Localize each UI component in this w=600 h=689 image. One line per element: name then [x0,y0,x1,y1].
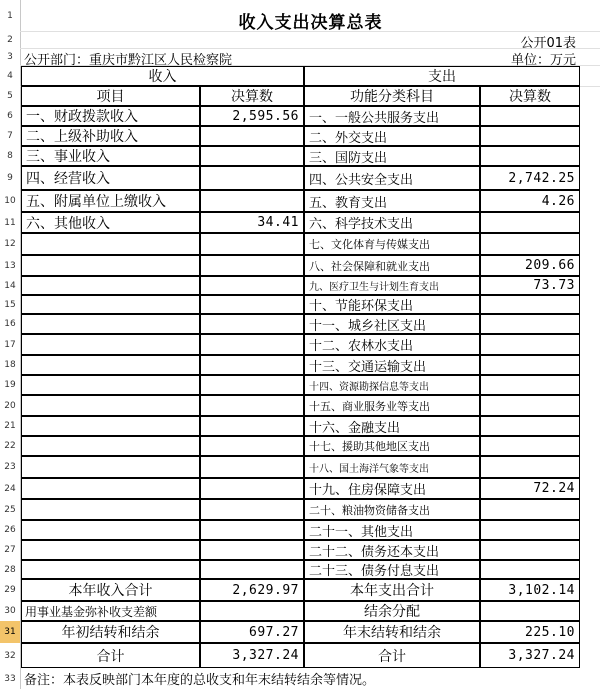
row-number[interactable]: 15 [0,295,20,314]
income-item-label[interactable] [21,456,200,478]
expense-item-label[interactable]: 一、一般公共服务支出 [304,106,480,126]
expense-item-label[interactable]: 十七、援助其他地区支出 [304,436,480,456]
expense-item-value[interactable] [480,295,580,314]
expense-item-label[interactable]: 十二、农林水支出 [304,334,480,355]
department-label: 公开部门：重庆市黔江区人民检察院 [24,53,233,67]
expense-item-value[interactable] [480,355,580,375]
fund-make-up-value[interactable] [200,601,304,621]
row-number[interactable]: 7 [0,126,20,146]
income-item-value[interactable] [200,314,304,334]
expense-item-label[interactable]: 六、科学技术支出 [304,212,480,233]
expense-item-label[interactable]: 十三、交通运输支出 [304,355,480,375]
expense-item-label[interactable]: 八、社会保障和就业支出 [304,255,480,276]
row-number[interactable]: 6 [0,106,20,126]
row-number[interactable]: 9 [0,166,20,190]
income-item-column-header[interactable]: 项目 [21,86,200,106]
row-number[interactable]: 17 [0,334,20,355]
expense-total-value[interactable]: 3,102.14 [480,579,580,601]
income-amount-column-header[interactable]: 决算数 [200,86,304,106]
row-number[interactable]: 24 [0,478,20,499]
income-item-label[interactable] [21,276,200,295]
expense-item-value[interactable]: 72.24 [480,478,580,499]
expense-item-value[interactable] [480,416,580,436]
expense-item-value[interactable] [480,540,580,560]
expense-item-label[interactable]: 十五、商业服务业等支出 [304,395,480,416]
income-item-label[interactable]: 三、事业收入 [21,146,200,166]
income-item-label[interactable] [21,355,200,375]
income-item-value[interactable] [200,456,304,478]
income-item-value[interactable] [200,334,304,355]
expense-item-value[interactable] [480,334,580,355]
expense-item-value[interactable] [480,314,580,334]
expense-item-label[interactable]: 十、节能环保支出 [304,295,480,314]
expense-item-label[interactable]: 四、公共安全支出 [304,166,480,190]
carry-out-label[interactable]: 年末结转和结余 [304,621,480,643]
income-item-label[interactable] [21,295,200,314]
carry-out-value[interactable]: 225.10 [480,621,580,643]
row-number[interactable]: 27 [0,540,20,560]
income-item-label[interactable]: 五、附属单位上缴收入 [21,190,200,212]
footnote: 备注：本表反映部门本年度的总收支和年末结转结余等情况。 [24,672,376,688]
expense-func-column-header[interactable]: 功能分类科目 [304,86,480,106]
expense-item-label[interactable]: 二十三、债务付息支出 [304,560,480,579]
income-item-value[interactable] [200,255,304,276]
income-item-value[interactable] [200,166,304,190]
row-number[interactable]: 20 [0,395,20,416]
expense-item-label[interactable]: 十四、资源勘探信息等支出 [304,375,480,395]
expense-section-header[interactable]: 支出 [304,66,580,86]
expense-item-label[interactable]: 十九、住房保障支出 [304,478,480,499]
row-number[interactable]: 2 [0,31,20,48]
row-number[interactable]: 21 [0,416,20,436]
expense-item-value[interactable]: 209.66 [480,255,580,276]
income-item-value[interactable] [200,355,304,375]
expense-item-value[interactable] [480,395,580,416]
row-number[interactable]: 12 [0,233,20,255]
income-item-value[interactable] [200,520,304,540]
carry-in-value[interactable]: 697.27 [200,621,304,643]
row-number[interactable]: 26 [0,520,20,540]
income-item-label[interactable] [21,520,200,540]
row-number[interactable]: 32 [0,643,20,668]
expense-item-label[interactable]: 二、外交支出 [304,126,480,146]
surplus-distribution-value[interactable] [480,601,580,621]
expense-item-value[interactable] [480,212,580,233]
income-item-label[interactable]: 二、上级补助收入 [21,126,200,146]
row-number[interactable]: 8 [0,146,20,166]
expense-item-value[interactable] [480,520,580,540]
expense-item-value[interactable] [480,233,580,255]
expense-item-value[interactable] [480,499,580,520]
expense-item-value[interactable] [480,146,580,166]
expense-item-label[interactable]: 二十、粮油物资储备支出 [304,499,480,520]
income-item-label[interactable]: 四、经营收入 [21,166,200,190]
row-number[interactable]: 3 [0,48,20,65]
income-item-value[interactable] [200,499,304,520]
expense-item-value[interactable] [480,560,580,579]
unit-label: 单位：万元 [510,53,576,67]
expense-item-label[interactable]: 五、教育支出 [304,190,480,212]
row-number[interactable]: 13 [0,255,20,276]
income-item-value[interactable] [200,416,304,436]
page-title: 收入支出决算总表 [238,12,383,32]
income-total-label[interactable]: 本年收入合计 [21,579,200,601]
row-number[interactable]: 4 [0,65,20,86]
expense-item-value[interactable] [480,375,580,395]
expense-item-value[interactable] [480,436,580,456]
surplus-distribution-label[interactable]: 结余分配 [304,601,480,621]
income-item-label[interactable] [21,416,200,436]
fund-make-up-label[interactable]: 用事业基金弥补收支差额 [21,601,200,621]
row-number[interactable]: 10 [0,190,20,212]
row-number[interactable]: 30 [0,601,20,621]
income-item-value[interactable] [200,146,304,166]
grand-total-left-value[interactable]: 3,327.24 [200,643,304,668]
expense-item-label[interactable]: 十六、金融支出 [304,416,480,436]
income-section-header[interactable]: 收入 [21,66,304,86]
income-item-label[interactable]: 六、其他收入 [21,212,200,233]
expense-item-value[interactable] [480,456,580,478]
income-item-label[interactable] [21,314,200,334]
income-item-label[interactable] [21,436,200,456]
row-number[interactable]: 5 [0,86,20,106]
row-number[interactable]: 18 [0,355,20,375]
row-number[interactable]: 33 [0,668,20,689]
row-number[interactable]: 16 [0,314,20,334]
expense-item-value[interactable]: 4.26 [480,190,580,212]
expense-item-label[interactable]: 十八、国土海洋气象等支出 [304,456,480,478]
income-total-value[interactable]: 2,629.97 [200,579,304,601]
carry-in-label[interactable]: 年初结转和结余 [21,621,200,643]
row-number[interactable]: 11 [0,212,20,233]
form-code: 公开01表 [520,36,576,50]
income-item-label[interactable] [21,255,200,276]
expense-item-value[interactable]: 73.73 [480,276,580,295]
row-number[interactable]: 31 [0,621,20,643]
income-item-value[interactable] [200,295,304,314]
expense-item-value[interactable]: 2,742.25 [480,166,580,190]
grand-total-right-label[interactable]: 合计 [304,643,480,668]
income-item-label[interactable] [21,540,200,560]
income-item-label[interactable] [21,499,200,520]
expense-item-value[interactable] [480,126,580,146]
income-item-value[interactable] [200,126,304,146]
income-item-value[interactable] [200,276,304,295]
income-item-label[interactable] [21,233,200,255]
expense-item-label[interactable]: 二十二、债务还本支出 [304,540,480,560]
expense-item-label[interactable]: 三、国防支出 [304,146,480,166]
income-item-label[interactable]: 一、财政拨款收入 [21,106,200,126]
expense-amount-column-header[interactable]: 决算数 [480,86,580,106]
income-item-value[interactable] [200,233,304,255]
row-number[interactable]: 22 [0,436,20,456]
income-item-value[interactable] [200,560,304,579]
income-item-value[interactable] [200,375,304,395]
income-item-value[interactable] [200,436,304,456]
income-item-value[interactable]: 34.41 [200,212,304,233]
income-item-value[interactable] [200,478,304,499]
income-item-label[interactable] [21,375,200,395]
grand-total-right-value[interactable]: 3,327.24 [480,643,580,668]
income-item-value[interactable] [200,395,304,416]
row-number[interactable]: 28 [0,560,20,579]
row-number[interactable]: 1 [0,0,20,31]
income-item-value[interactable]: 2,595.56 [200,106,304,126]
income-item-label[interactable] [21,560,200,579]
expense-item-label[interactable]: 二十一、其他支出 [304,520,480,540]
row-number[interactable]: 29 [0,579,20,601]
grand-total-left-label[interactable]: 合计 [21,643,200,668]
income-item-label[interactable] [21,478,200,499]
income-item-value[interactable] [200,190,304,212]
expense-item-label[interactable]: 九、医疗卫生与计划生育支出 [304,276,480,295]
row-number[interactable]: 23 [0,456,20,478]
expense-item-label[interactable]: 七、文化体育与传媒支出 [304,233,480,255]
income-item-label[interactable] [21,334,200,355]
row-number[interactable]: 19 [0,375,20,395]
row-number[interactable]: 14 [0,276,20,295]
expense-total-label[interactable]: 本年支出合计 [304,579,480,601]
row-number[interactable]: 25 [0,499,20,520]
expense-item-label[interactable]: 十一、城乡社区支出 [304,314,480,334]
income-item-value[interactable] [200,540,304,560]
expense-item-value[interactable] [480,106,580,126]
income-item-label[interactable] [21,395,200,416]
